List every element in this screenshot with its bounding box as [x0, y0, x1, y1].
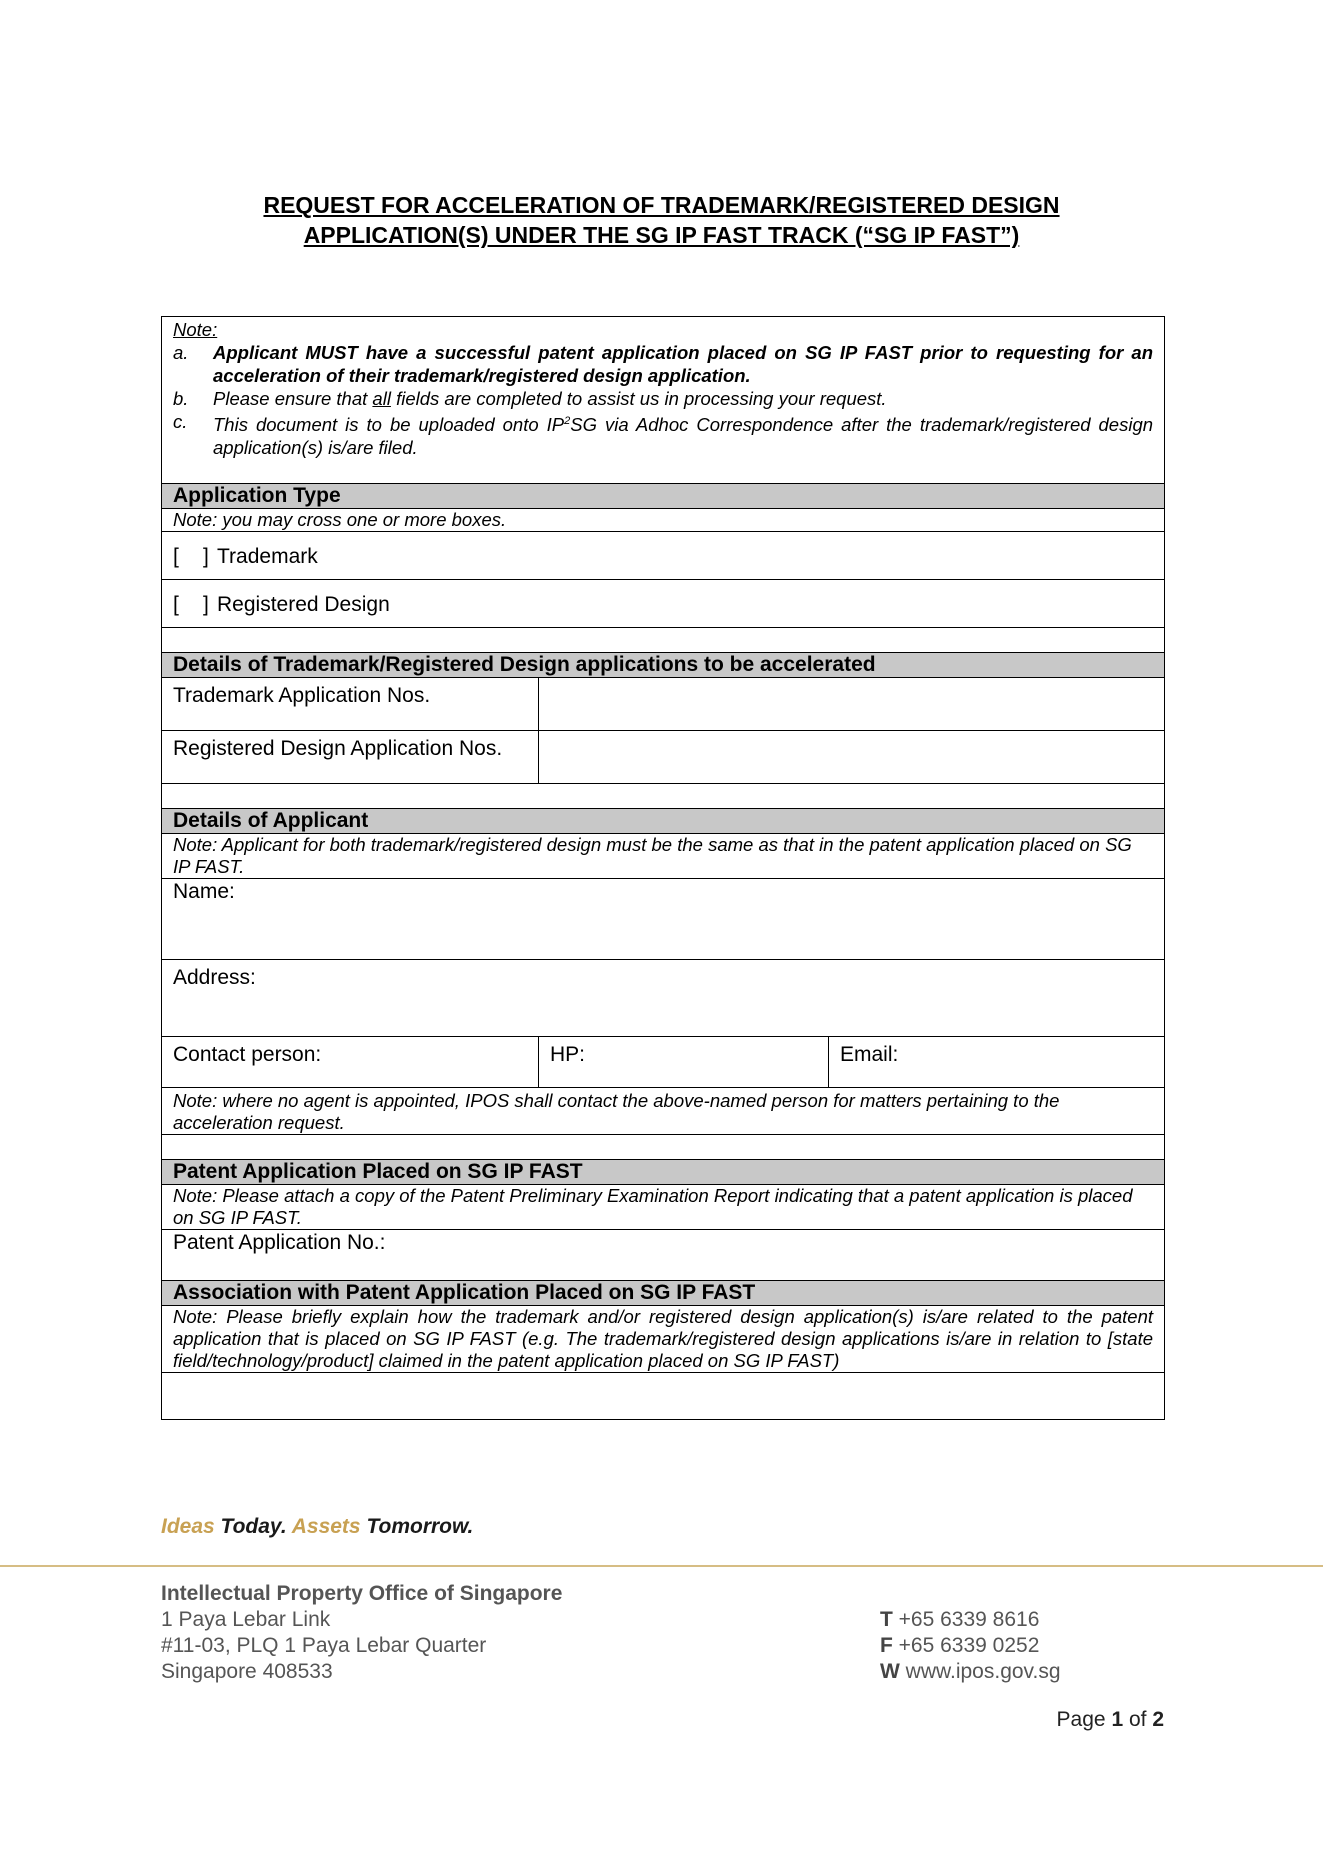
- association-answer-field[interactable]: [162, 1373, 1165, 1420]
- notes-heading: Note:: [173, 319, 218, 340]
- trademark-nos-row: [162, 678, 1165, 731]
- footer-divider: [0, 1565, 1323, 1567]
- address-row: [162, 960, 1165, 1037]
- note-marker: c.: [173, 411, 188, 432]
- page-number: Page 1 of 2: [1056, 1708, 1164, 1731]
- trademark-nos-field[interactable]: [539, 678, 1165, 731]
- application-type-heading: Application Type: [162, 484, 1165, 509]
- address-line: 1 Paya Lebar Link: [161, 1608, 331, 1631]
- contact-person-field[interactable]: Contact person:: [162, 1037, 539, 1088]
- contact-details: [880, 1607, 1061, 1685]
- name-row: [162, 879, 1165, 960]
- hp-field[interactable]: HP:: [539, 1037, 829, 1088]
- note-marker: a.: [173, 342, 189, 363]
- design-nos-row: [162, 731, 1165, 784]
- note-text: Please ensure that all fields are completed to assist us in processing your request.: [213, 388, 887, 409]
- note-row: [162, 834, 1165, 879]
- agent-note: Note: where no agent is appointed, IPOS shall contact the above-named person for matters pertaining to the acceleration request.: [162, 1088, 1165, 1135]
- section-header: [162, 653, 1165, 678]
- notes-section: [162, 317, 1165, 484]
- note-item-a: [173, 341, 1153, 387]
- note-row: [162, 1088, 1165, 1135]
- details-applications-heading: Details of Trademark/Registered Design applications to be accelerated: [162, 653, 1165, 678]
- email-field[interactable]: Email:: [829, 1037, 1165, 1088]
- note-item-b: [173, 387, 1153, 410]
- organization-address: [161, 1581, 562, 1685]
- trademark-option-label: Trademark: [217, 545, 318, 568]
- application-type-note: Note: you may cross one or more boxes.: [162, 509, 1165, 532]
- applicant-note: Note: Applicant for both trademark/registered design must be the same as that in the patent application placed on SG IP FAST.: [162, 834, 1165, 879]
- note-text: Applicant MUST have a successful patent application placed on SG IP FAST prior to requesting for an acceleration of their trademark/registered design application.: [213, 342, 1154, 386]
- note-row: [162, 509, 1165, 532]
- note-text: This document is to be uploaded onto $IP^2SG$ via Adhoc Correspondence after the trademark/registered design application(s) is/are filed.: [213, 414, 1154, 459]
- association-note: Note: Please briefly explain how the trademark and/or registered design application(s) is/are related to the patent application that is placed on SG IP FAST (e.g. The trademark/registered design applications is/are in relation to [state field/technology/product] claimed in the patent application placed on SG IP FAST): [162, 1306, 1165, 1373]
- request-form: [161, 316, 1165, 1420]
- applicant-name-field[interactable]: Name:: [162, 879, 1165, 960]
- design-nos-label: Registered Design Application Nos.: [162, 731, 539, 784]
- address-line: Singapore 408533: [161, 1660, 333, 1683]
- section-header: [162, 1160, 1165, 1185]
- title-line-1: REQUEST FOR ACCELERATION OF TRADEMARK/REGISTERED DESIGN: [263, 192, 1060, 218]
- section-header: [162, 809, 1165, 834]
- section-header: [162, 1281, 1165, 1306]
- checkbox-row-design: [162, 580, 1165, 628]
- patent-number-field[interactable]: Patent Application No.:: [162, 1230, 1165, 1281]
- fax: F +65 6339 0252: [880, 1634, 1040, 1657]
- trademark-checkbox[interactable]: [ ] Trademark: [173, 545, 318, 568]
- patent-heading: Patent Application Placed on SG IP FAST: [162, 1160, 1165, 1185]
- note-row: [162, 1185, 1165, 1230]
- organization-name: Intellectual Property Office of Singapore: [161, 1582, 563, 1605]
- spacer-row: [162, 628, 1165, 653]
- section-header: [162, 484, 1165, 509]
- design-option-label: Registered Design: [217, 593, 390, 616]
- design-nos-field[interactable]: [539, 731, 1165, 784]
- applicant-heading: Details of Applicant: [162, 809, 1165, 834]
- association-heading: Association with Patent Application Placed on SG IP FAST: [162, 1281, 1165, 1306]
- association-answer-row: [162, 1373, 1165, 1420]
- note-row: [162, 1306, 1165, 1373]
- note-item-c: [173, 410, 1153, 459]
- notes-list: [173, 341, 1153, 459]
- spacer-row: [162, 784, 1165, 809]
- spacer-row: [162, 1135, 1165, 1160]
- registered-design-checkbox[interactable]: [ ] Registered Design: [173, 593, 390, 616]
- patent-number-row: [162, 1230, 1165, 1281]
- document-title: [0, 190, 1323, 250]
- trademark-nos-label: Trademark Application Nos.: [162, 678, 539, 731]
- applicant-address-field[interactable]: Address:: [162, 960, 1165, 1037]
- checkbox-row-trademark: [162, 532, 1165, 580]
- title-line-2: APPLICATION(S) UNDER THE SG IP FAST TRACK (“SG IP FAST”): [303, 222, 1020, 248]
- website-link[interactable]: W www.ipos.gov.sg: [880, 1660, 1061, 1683]
- contact-row: [162, 1037, 1165, 1088]
- telephone: T +65 6339 8616: [880, 1608, 1040, 1631]
- tagline: Ideas Today. Assets Tomorrow.: [161, 1515, 474, 1538]
- note-marker: b.: [173, 388, 189, 409]
- address-line: #11-03, PLQ 1 Paya Lebar Quarter: [161, 1634, 487, 1657]
- patent-note: Note: Please attach a copy of the Patent Preliminary Examination Report indicating that a patent application is placed on SG IP FAST.: [162, 1185, 1165, 1230]
